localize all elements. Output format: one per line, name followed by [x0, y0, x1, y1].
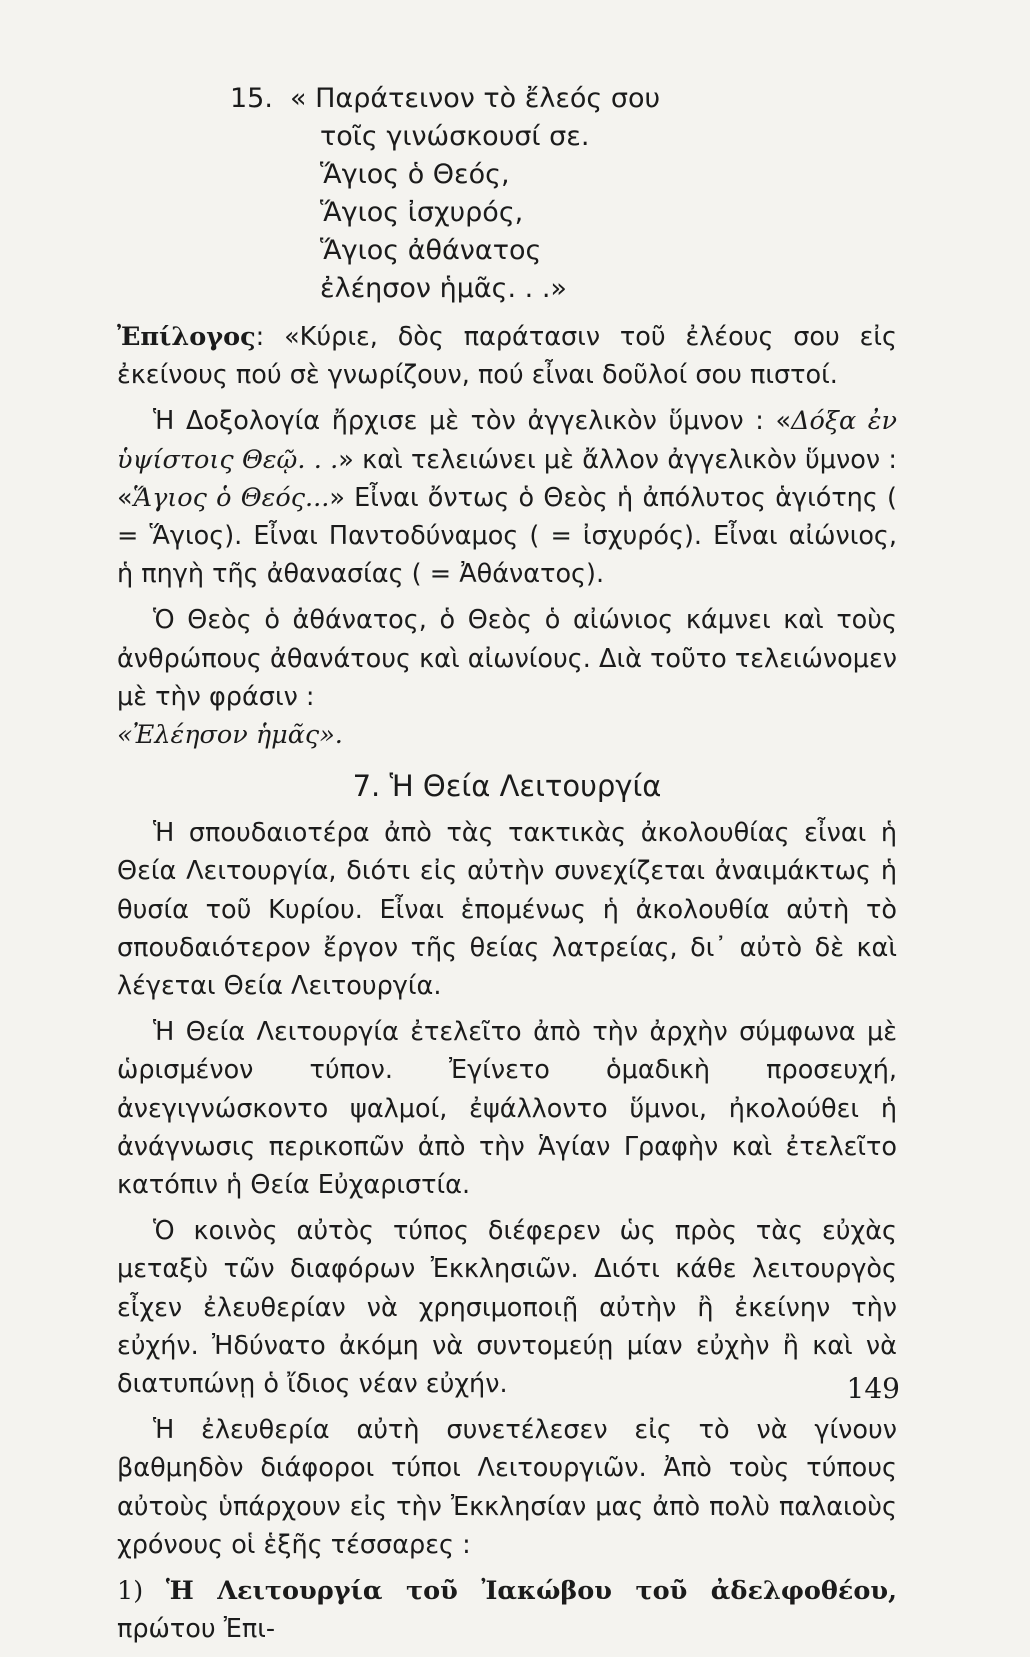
list-item-number: 1) — [117, 1576, 144, 1607]
paragraph: Ὁ κοινὸς αὐτὸς τύπος διέφερεν ὡς πρὸς τὰς εὐχὰς μεταξὺ τῶν διαφόρων Ἐκκλησιῶν. Διότι κάθε λειτουργὸς εἶχεν ἐλευθερίαν νὰ χρησιμοποιῇ αὐτὴν ἢ ἐκείνην τὴν εὐχήν. Ἠδύνατο ἀκόμη νὰ συντομεύῃ μίαν εὐχὴν ἢ καὶ νὰ διατυπώνῃ ὁ ἴδιος νέαν εὐχήν. — [117, 1216, 897, 1400]
epilogue-text: : «Κύριε, δὸς παράτασιν τοῦ ἐλέους σου εἰς ἐκείνους πού σὲ γνωρίζουν, πού εἶναι δοῦλοί σου πιστοί. — [117, 322, 897, 391]
doxology-text: » Εἶναι ὄντως ὁ Θεὸς ἡ ἀπόλυτος ἁγιότης ( = Ἅγιος). Εἶναι Παντοδύναμος ( = ἰσχυρός). Εἶναι αἰώνιος, ἡ πηγὴ τῆς ἀθανασίας ( = Ἀθάνατος). — [117, 482, 897, 590]
hymn-line: « Παράτεινον τὸ ἔλεός σου — [290, 83, 661, 114]
paragraph: Ἡ σπουδαιοτέρα ἀπὸ τὰς τακτικὰς ἀκολουθίας εἶναι ἡ Θεία Λειτουργία, διότι εἰς αὐτὴν συνεχίζεται ἀναιμάκτως ἡ θυσία τοῦ Κυρίου. Εἶναι ἑπομένως ἡ ἀκολουθία αὐτὴ τὸ σπουδαιότερον ἔργον τῆς θείας λατρείας, δι᾽ αὐτὸ δὲ καὶ λέγεται Θεία Λειτουργία. — [117, 818, 897, 1002]
hymn-line: Ἅγιος ὁ Θεός, — [320, 159, 510, 190]
body-text — [117, 318, 897, 1657]
paragraph: Ἡ ἐλευθερία αὐτὴ συνετέλεσεν εἰς τὸ νὰ γίνουν βαθμηδὸν διάφοροι τύποι Λειτουργιῶν. Ἀπὸ τοὺς τύπους αὐτοὺς ὑπάρχουν εἰς τὴν Ἐκκλησίαν μας ἀπὸ πολὺ παλαιοὺς χρόνους οἱ ἑξῆς τέσσαρες : — [117, 1415, 897, 1560]
hymn-line: Ἅγιος ἰσχυρός, — [320, 197, 524, 228]
doxology-paragraph — [117, 402, 897, 593]
hymn-line: Ἅγιος ἀθάνατος — [320, 235, 542, 266]
epilogue-paragraph — [117, 318, 897, 394]
hymn-number: 15. — [230, 83, 273, 114]
hymn-block — [230, 80, 830, 308]
doxology-quote: Δόξα ἐν ὑψίστοις Θεῷ. . . — [117, 406, 897, 475]
list-item-title: Ἡ Λειτουργία τοῦ Ἰακώβου τοῦ ἀδελφοθέου, — [165, 1576, 897, 1607]
immortal-paragraph — [117, 601, 897, 754]
doxology-text: Ἡ Δοξολογία ἤρχισε μὲ τὸν ἀγγελικὸν ὕμνον : « — [153, 406, 792, 437]
doxology-quote: Ἅγιος ὁ Θεός... — [132, 482, 330, 513]
page-number: 149 — [846, 1372, 900, 1405]
hymn-line: ἐλέησον ἡμᾶς. . .» — [320, 273, 567, 304]
immortal-quote: «Ἐλέησον ἡμᾶς». — [117, 720, 343, 751]
section-heading: 7. Ἡ Θεία Λειτουργία — [352, 769, 662, 804]
epilogue-label: Ἐπίλογος — [117, 322, 256, 352]
list-item-text: πρώτου Ἐπι- — [117, 1614, 276, 1645]
doxology-text: » καὶ τελειώνει μὲ ἄλλον ἀγγελικὸν ὕμνον : « — [117, 444, 897, 513]
paragraph: Ἡ Θεία Λειτουργία ἐτελεῖτο ἀπὸ τὴν ἀρχὴν σύμφωνα μὲ ὡρισμένον τύπον. Ἐγίνετο ὁμαδικὴ προσευχή, ἀνεγιγνώσκοντο ψαλμοί, ἐψάλλοντο ὕμνοι, ἠκολούθει ἡ ἀνάγνωσις περικοπῶν ἀπὸ τὴν Ἁγίαν Γραφὴν καὶ ἐτελεῖτο κατόπιν ἡ Θεία Εὐχαριστία. — [117, 1017, 897, 1201]
immortal-text: Ὁ Θεὸς ὁ ἀθάνατος, ὁ Θεὸς ὁ αἰώνιος κάμνει καὶ τοὺς ἀνθρώπους ἀθανάτους καὶ αἰωνίους. Διὰ τοῦτο τελειώνομεν μὲ τὴν φράσιν : — [117, 605, 897, 712]
hymn-line: τοῖς γινώσκουσί σε. — [320, 121, 590, 152]
list-item — [117, 1572, 897, 1648]
